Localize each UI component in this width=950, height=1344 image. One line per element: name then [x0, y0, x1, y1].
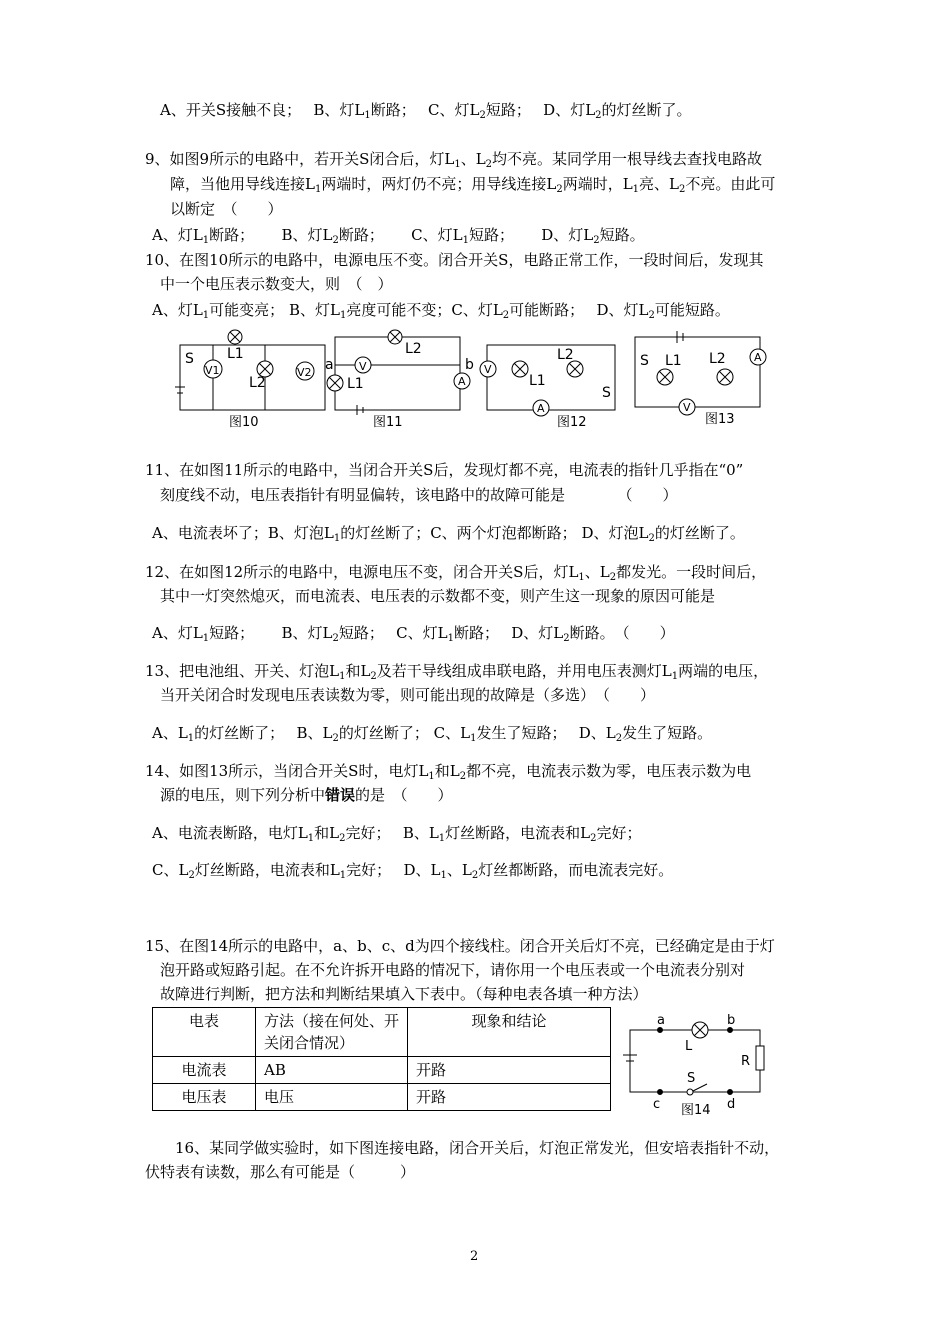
fig13-label-v: V — [683, 401, 691, 414]
q8-options — [160, 100, 692, 120]
fig13-label-s: S — [640, 353, 649, 369]
q8-option-a: A、开关S接触不良； — [160, 101, 294, 119]
fig14-label-d: d — [727, 1097, 736, 1112]
q12-options: A、灯$L_1$短路； B、灯$L_2$短路； C、灯$L_1$断路； D、灯$L_2$断路。 （ ） — [152, 624, 675, 644]
figure-11 — [325, 330, 474, 430]
q15-line1: 15、在图14所示的电路中，a、b、c、d为四个接线柱。闭合开关后灯不亮，已经确定是由于灯 — [145, 937, 775, 955]
q11-line1: 11、在如图11所示的电路中，当闭合开关S后，发现灯都不亮，电流表的指针几乎指在“0” — [145, 461, 744, 479]
q13-line2: 当开关闭合时发现电压表读数为零，则可能出现的故障是（多选） （ ） — [160, 686, 656, 704]
table-header-cell: 方法（接在何处、开关闭合情况） — [256, 1008, 408, 1057]
fig12-label-l2: L2 — [557, 347, 574, 363]
table-header-row — [153, 1008, 611, 1057]
q15-line3: 故障进行判断，把方法和判断结果填入下表中。（每种电表各填一种方法） — [160, 985, 648, 1003]
table-cell: 电流表 — [153, 1057, 256, 1084]
q15-line2: 泡开路或短路引起。在不允许拆开电路的情况下，请你用一个电压表或一个电流表分别对 — [160, 961, 746, 979]
q14-line2: 源的电压，则下列分析中错误的是 （ ） — [160, 786, 453, 804]
q12-line2: 其中一灯突然熄灭，而电流表、电压表的示数都不变，则产生这一现象的原因可能是 — [160, 587, 716, 605]
fig14-label-c: c — [653, 1097, 661, 1112]
fig10-label-s: S — [185, 351, 194, 367]
table-header-cell: 电表 — [153, 1008, 256, 1057]
fig11-label-v: V — [359, 360, 367, 373]
q14-emphasis: 错误 — [325, 786, 356, 804]
fig14-label-r: R — [741, 1054, 751, 1069]
q14-options-ab: A、电流表断路，电灯$L_1$和$L_2$完好； B、$L_1$灯丝断路，电流表和$L_2$完好； — [152, 824, 642, 844]
figure-14 — [615, 1010, 775, 1120]
q9-line1: 9、如图9所示的电路中，若开关S闭合后，灯$L_1$、$L_2$均不亮。某同学用一根导线去查找电路故 — [145, 150, 763, 170]
table-row — [153, 1057, 611, 1084]
q15-table — [152, 1007, 611, 1111]
fig11-label-a: a — [325, 357, 334, 373]
q13-line1: 13、把电池组、开关、灯泡$L_1$和$L_2$及若干导线组成串联电路，并用电压表测灯$L_1$两端的电压， — [145, 662, 769, 682]
fig14-caption: 图14 — [681, 1103, 711, 1118]
fig12-caption: 图12 — [557, 415, 587, 430]
q10-line1: 10、在图10所示的电路中，电源电压不变。闭合开关S，电路正常工作，一段时间后，发现其 — [145, 251, 764, 269]
q11-line2: 刻度线不动，电压表指针有明显偏转，该电路中的故障可能是 （ ） — [160, 486, 678, 504]
fig14-label-a: a — [657, 1013, 665, 1028]
fig10-label-l1: L1 — [227, 346, 244, 362]
fig10-caption: 图10 — [229, 415, 259, 430]
fig10-label-l2: L2 — [249, 375, 266, 391]
q16-line2: 伏特表有读数，那么有可能是（ ） — [145, 1163, 416, 1181]
page-number: 2 — [470, 1249, 479, 1264]
fig12-label-s: S — [602, 385, 611, 401]
figure-13 — [635, 331, 766, 427]
fig10-label-v1: V1 — [205, 364, 220, 377]
table-cell: AB — [256, 1057, 408, 1084]
table-cell: 电压表 — [153, 1084, 256, 1111]
fig12-label-l1: L1 — [529, 373, 546, 389]
q10-line2: 中一个电压表示数变大，则 （ ） — [160, 275, 393, 293]
q9-line3: 以断定 （ ） — [170, 200, 283, 218]
q14-line1: 14、如图13所示，当闭合开关S时，电灯$L_1$和$L_2$都不亮，电流表示数为零，电压表示数为电 — [145, 762, 752, 782]
fig13-caption: 图13 — [705, 412, 735, 427]
table-header-cell: 现象和结论 — [408, 1008, 611, 1057]
table-row — [153, 1084, 611, 1111]
fig12-label-ammeter: A — [537, 402, 545, 415]
table-cell: 电压 — [256, 1084, 408, 1111]
fig11-label-l2: L2 — [405, 341, 422, 357]
q16-line1: 16、某同学做实验时，如下图连接电路，闭合开关后，灯泡正常发光，但安培表指针不动， — [175, 1139, 780, 1157]
table-cell: 开路 — [408, 1084, 611, 1111]
fig10-label-v2: V2 — [297, 366, 312, 379]
q8-option-c: C、灯$L_2$短路； — [428, 101, 524, 121]
q12-line1: 12、在如图12所示的电路中，电源电压不变，闭合开关S后，灯$L_1$、$L_2$都发光。一段时间后， — [145, 563, 767, 583]
figure-12 — [480, 345, 615, 430]
fig11-caption: 图11 — [373, 415, 403, 430]
q11-options: A、电流表坏了；B、灯泡$L_1$的灯丝断了；C、两个灯泡都断路； D、灯泡$L_2$的灯丝断了。 — [152, 524, 745, 544]
q9-options: A、灯$L_1$断路； B、灯$L_2$断路； C、灯$L_1$短路； D、灯$L_2$短路。 — [152, 226, 645, 246]
fig12-label-v: V — [484, 363, 492, 376]
q8-option-b: B、灯$L_1$断路； — [313, 101, 409, 121]
fig13-label-ammeter: A — [754, 351, 762, 364]
q13-options: A、$L_1$的灯丝断了； B、$L_2$的灯丝断了； C、$L_1$发生了短路； D、$L_2$发生了短路。 — [152, 724, 713, 744]
fig14-label-s: S — [687, 1071, 696, 1086]
q8-option-d: D、灯$L_2$的灯丝断了。 — [543, 101, 692, 121]
fig11-label-l1: L1 — [347, 376, 364, 392]
fig14-label-b: b — [727, 1013, 736, 1028]
q9-line2: 障，当他用导线连接$L_1$两端时，两灯仍不亮；用导线连接$L_2$两端时，$L_1$亮、$L_2$不亮。由此可 — [170, 175, 776, 195]
fig11-label-ammeter: A — [458, 375, 466, 388]
fig13-label-l2: L2 — [709, 351, 726, 367]
table-cell: 开路 — [408, 1057, 611, 1084]
fig14-label-l: L — [685, 1039, 693, 1054]
figures-10-13 — [165, 325, 775, 435]
figure-10 — [175, 330, 325, 430]
q14-options-cd: C、$L_2$灯丝断路，电流表和$L_1$完好； D、$L_1$、$L_2$灯丝都断路，而电流表完好。 — [152, 861, 674, 881]
fig13-label-l1: L1 — [665, 353, 682, 369]
q10-options: A、灯$L_1$可能变亮； B、灯$L_1$亮度可能不变；C、灯$L_2$可能断路； D、灯$L_2$可能短路。 — [152, 301, 730, 321]
fig11-label-b: b — [465, 357, 474, 373]
